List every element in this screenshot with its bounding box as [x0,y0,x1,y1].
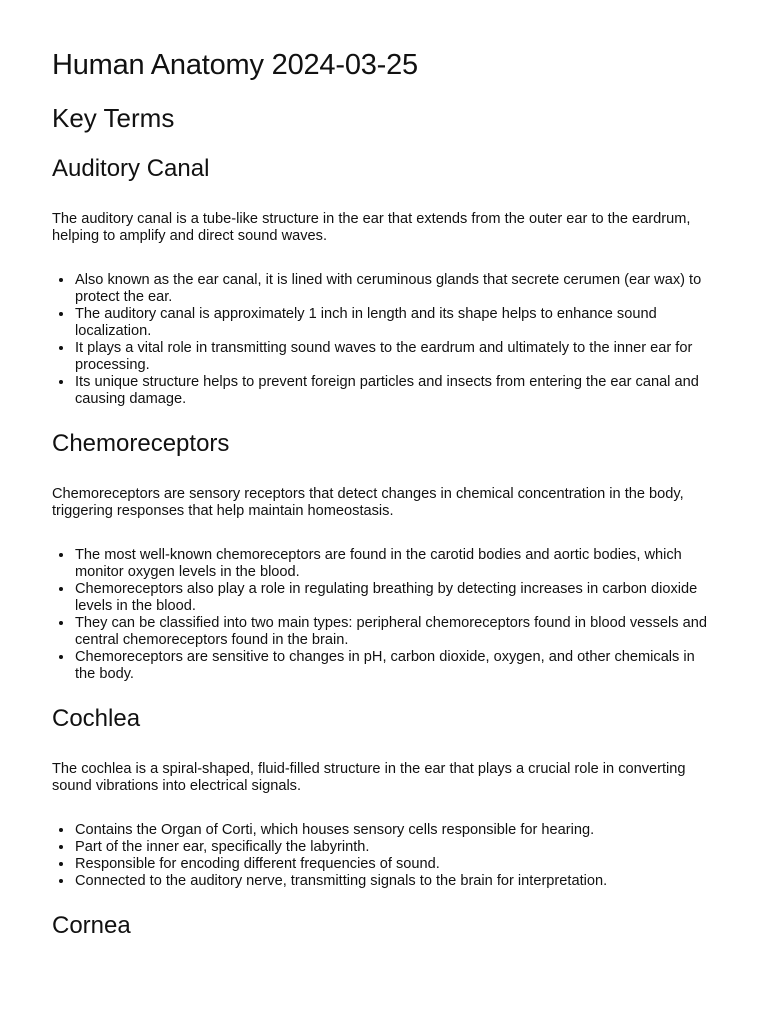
term-heading: Chemoreceptors [52,430,230,457]
term-heading: Cochlea [52,705,141,732]
term-heading: Auditory Canal [52,155,210,182]
term-section-auditory-canal [52,154,716,408]
term-definition: The auditory canal is a tube-like structure in the ear that extends from the outer ear to the eardrum, helping to amplify and direct sound waves. [52,211,691,244]
list-item: • They can be classified into two main types: peripheral chemoreceptors found in blood vessels and central chemoreceptors found in the brain. [74,615,716,649]
term-points-list [52,547,716,683]
term-definition: Chemoreceptors are sensory receptors that detect changes in chemical concentration in the body, triggering responses that help maintain homeostasis. [52,486,684,519]
list-item: • Part of the inner ear, specifically the labyrinth. [74,839,716,856]
page-title: Human Anatomy 2024-03-25 [52,49,418,81]
list-item: • The auditory canal is approximately 1 inch in length and its shape helps to enhance sound localization. [74,306,716,340]
term-section-cornea [52,911,716,941]
term-section-cochlea [52,704,716,890]
list-item: • Chemoreceptors also play a role in regulating breathing by detecting increases in carbon dioxide levels in the blood. [74,581,716,615]
term-points-list [52,822,716,890]
term-section-chemoreceptors [52,429,716,683]
list-item: • Chemoreceptors are sensitive to changes in pH, carbon dioxide, oxygen, and other chemicals in the body. [74,649,716,683]
list-item: • Its unique structure helps to prevent foreign particles and insects from entering the ear canal and causing damage. [74,374,716,408]
term-heading: Cornea [52,912,131,939]
list-item: • Responsible for encoding different frequencies of sound. [74,856,716,873]
list-item: • The most well-known chemoreceptors are found in the carotid bodies and aortic bodies, which monitor oxygen levels in the blood. [74,547,716,581]
list-item: • It plays a vital role in transmitting sound waves to the eardrum and ultimately to the inner ear for processing. [74,340,716,374]
term-definition: The cochlea is a spiral-shaped, fluid-filled structure in the ear that plays a crucial role in converting sound vibrations into electrical signals. [52,761,686,794]
section-title: Key Terms [52,103,175,133]
list-item: • Also known as the ear canal, it is lined with ceruminous glands that secrete cerumen (ear wax) to protect the ear. [74,272,716,306]
term-points-list [52,272,716,408]
list-item: • Contains the Organ of Corti, which houses sensory cells responsible for hearing. [74,822,716,839]
list-item: • Connected to the auditory nerve, transmitting signals to the brain for interpretation. [74,873,716,890]
